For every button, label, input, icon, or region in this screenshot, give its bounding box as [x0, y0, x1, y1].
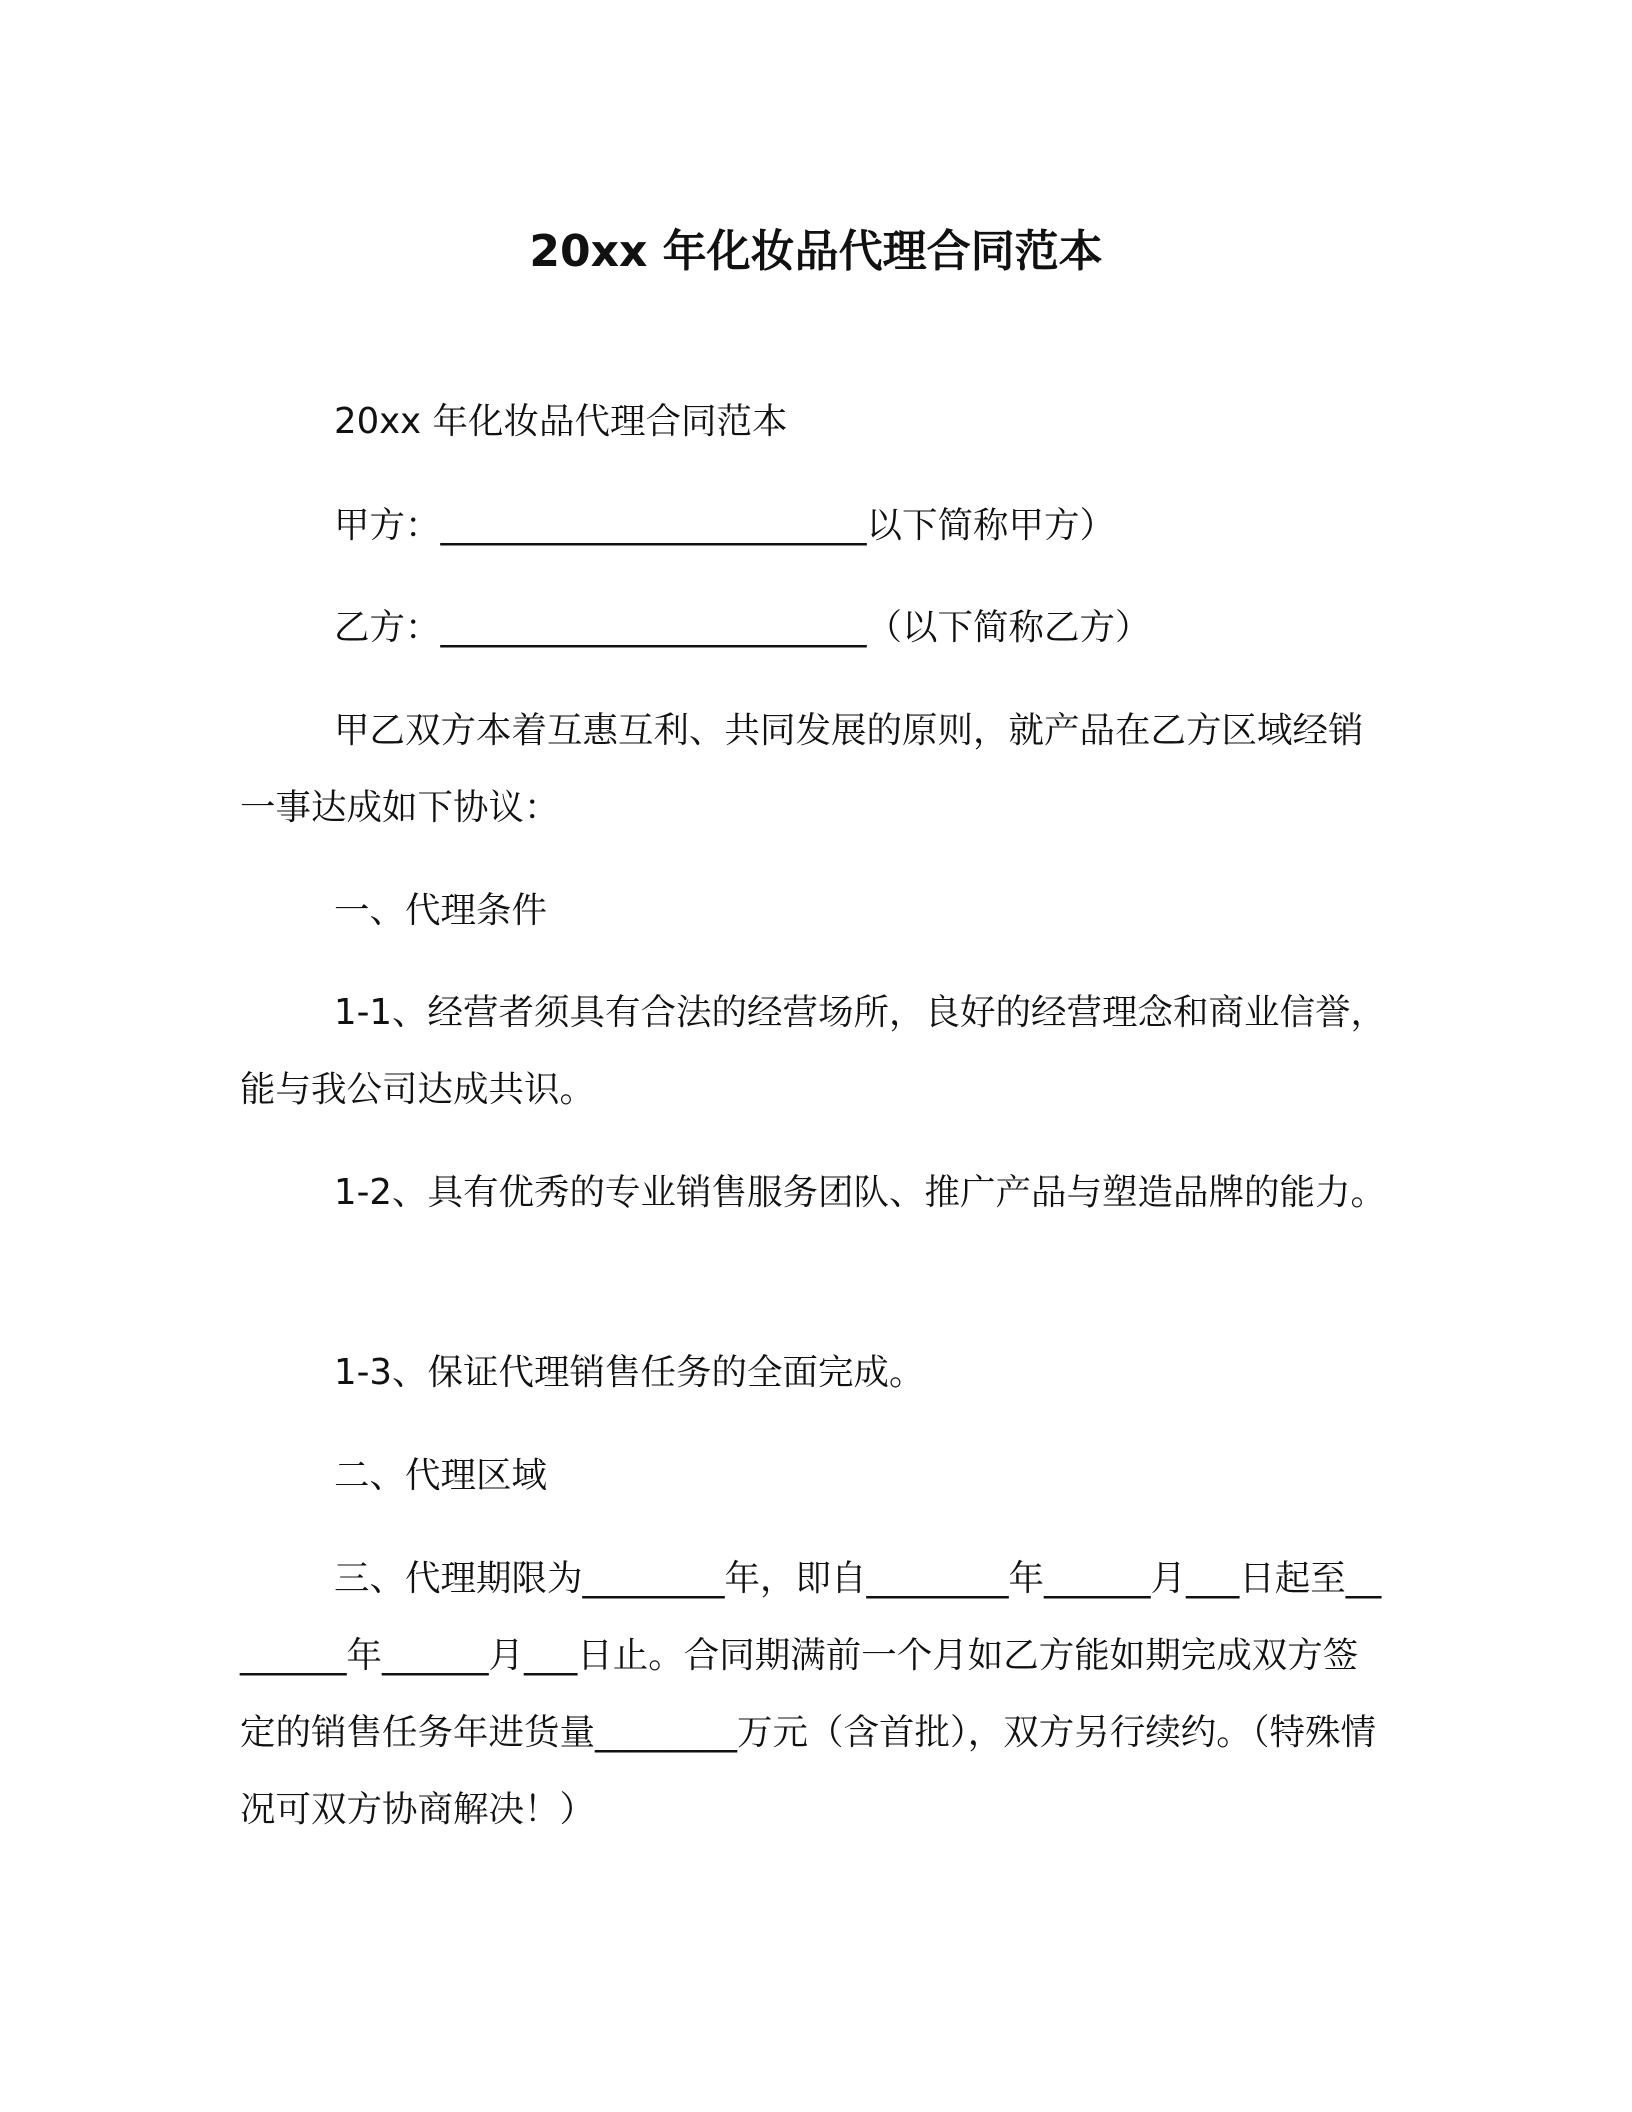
paragraph-subtitle: 20xx 年化妆品代理合同范本 — [334, 401, 788, 442]
paragraph-preamble: 甲乙双方本着互惠互利、共同发展的原则，就产品在乙方区域经销一事达成如下协议： — [240, 710, 1364, 828]
clause-1-1: 1-1、经营者须具有合法的经营场所，良好的经营理念和商业信誉，能与我公司达成共识。 — [240, 992, 1386, 1110]
section-heading-conditions: 一、代理条件 — [334, 890, 548, 931]
clause-1-3: 1-3、保证代理销售任务的全面完成。 — [334, 1352, 925, 1393]
section-term: 三、代理期限为________年，即自________年______月___日起至________年______月___日止。合同期满前一个月如乙方能如期完成双方签定的销售任务年进货量________万元（含首批），双方另行续约。（特殊情况可双方协商解决！） — [240, 1558, 1382, 1830]
paragraph-party-a: 甲方：________________________以下简称甲方） — [334, 505, 1116, 546]
paragraph-party-b: 乙方：________________________（以下简称乙方） — [334, 607, 1151, 648]
section-heading-region: 二、代理区域 — [334, 1455, 548, 1496]
document-title: 20xx 年化妆品代理合同范本 — [529, 226, 1103, 277]
clause-1-2: 1-2、具有优秀的专业销售服务团队、推广产品与塑造品牌的能力。 — [334, 1172, 1386, 1213]
